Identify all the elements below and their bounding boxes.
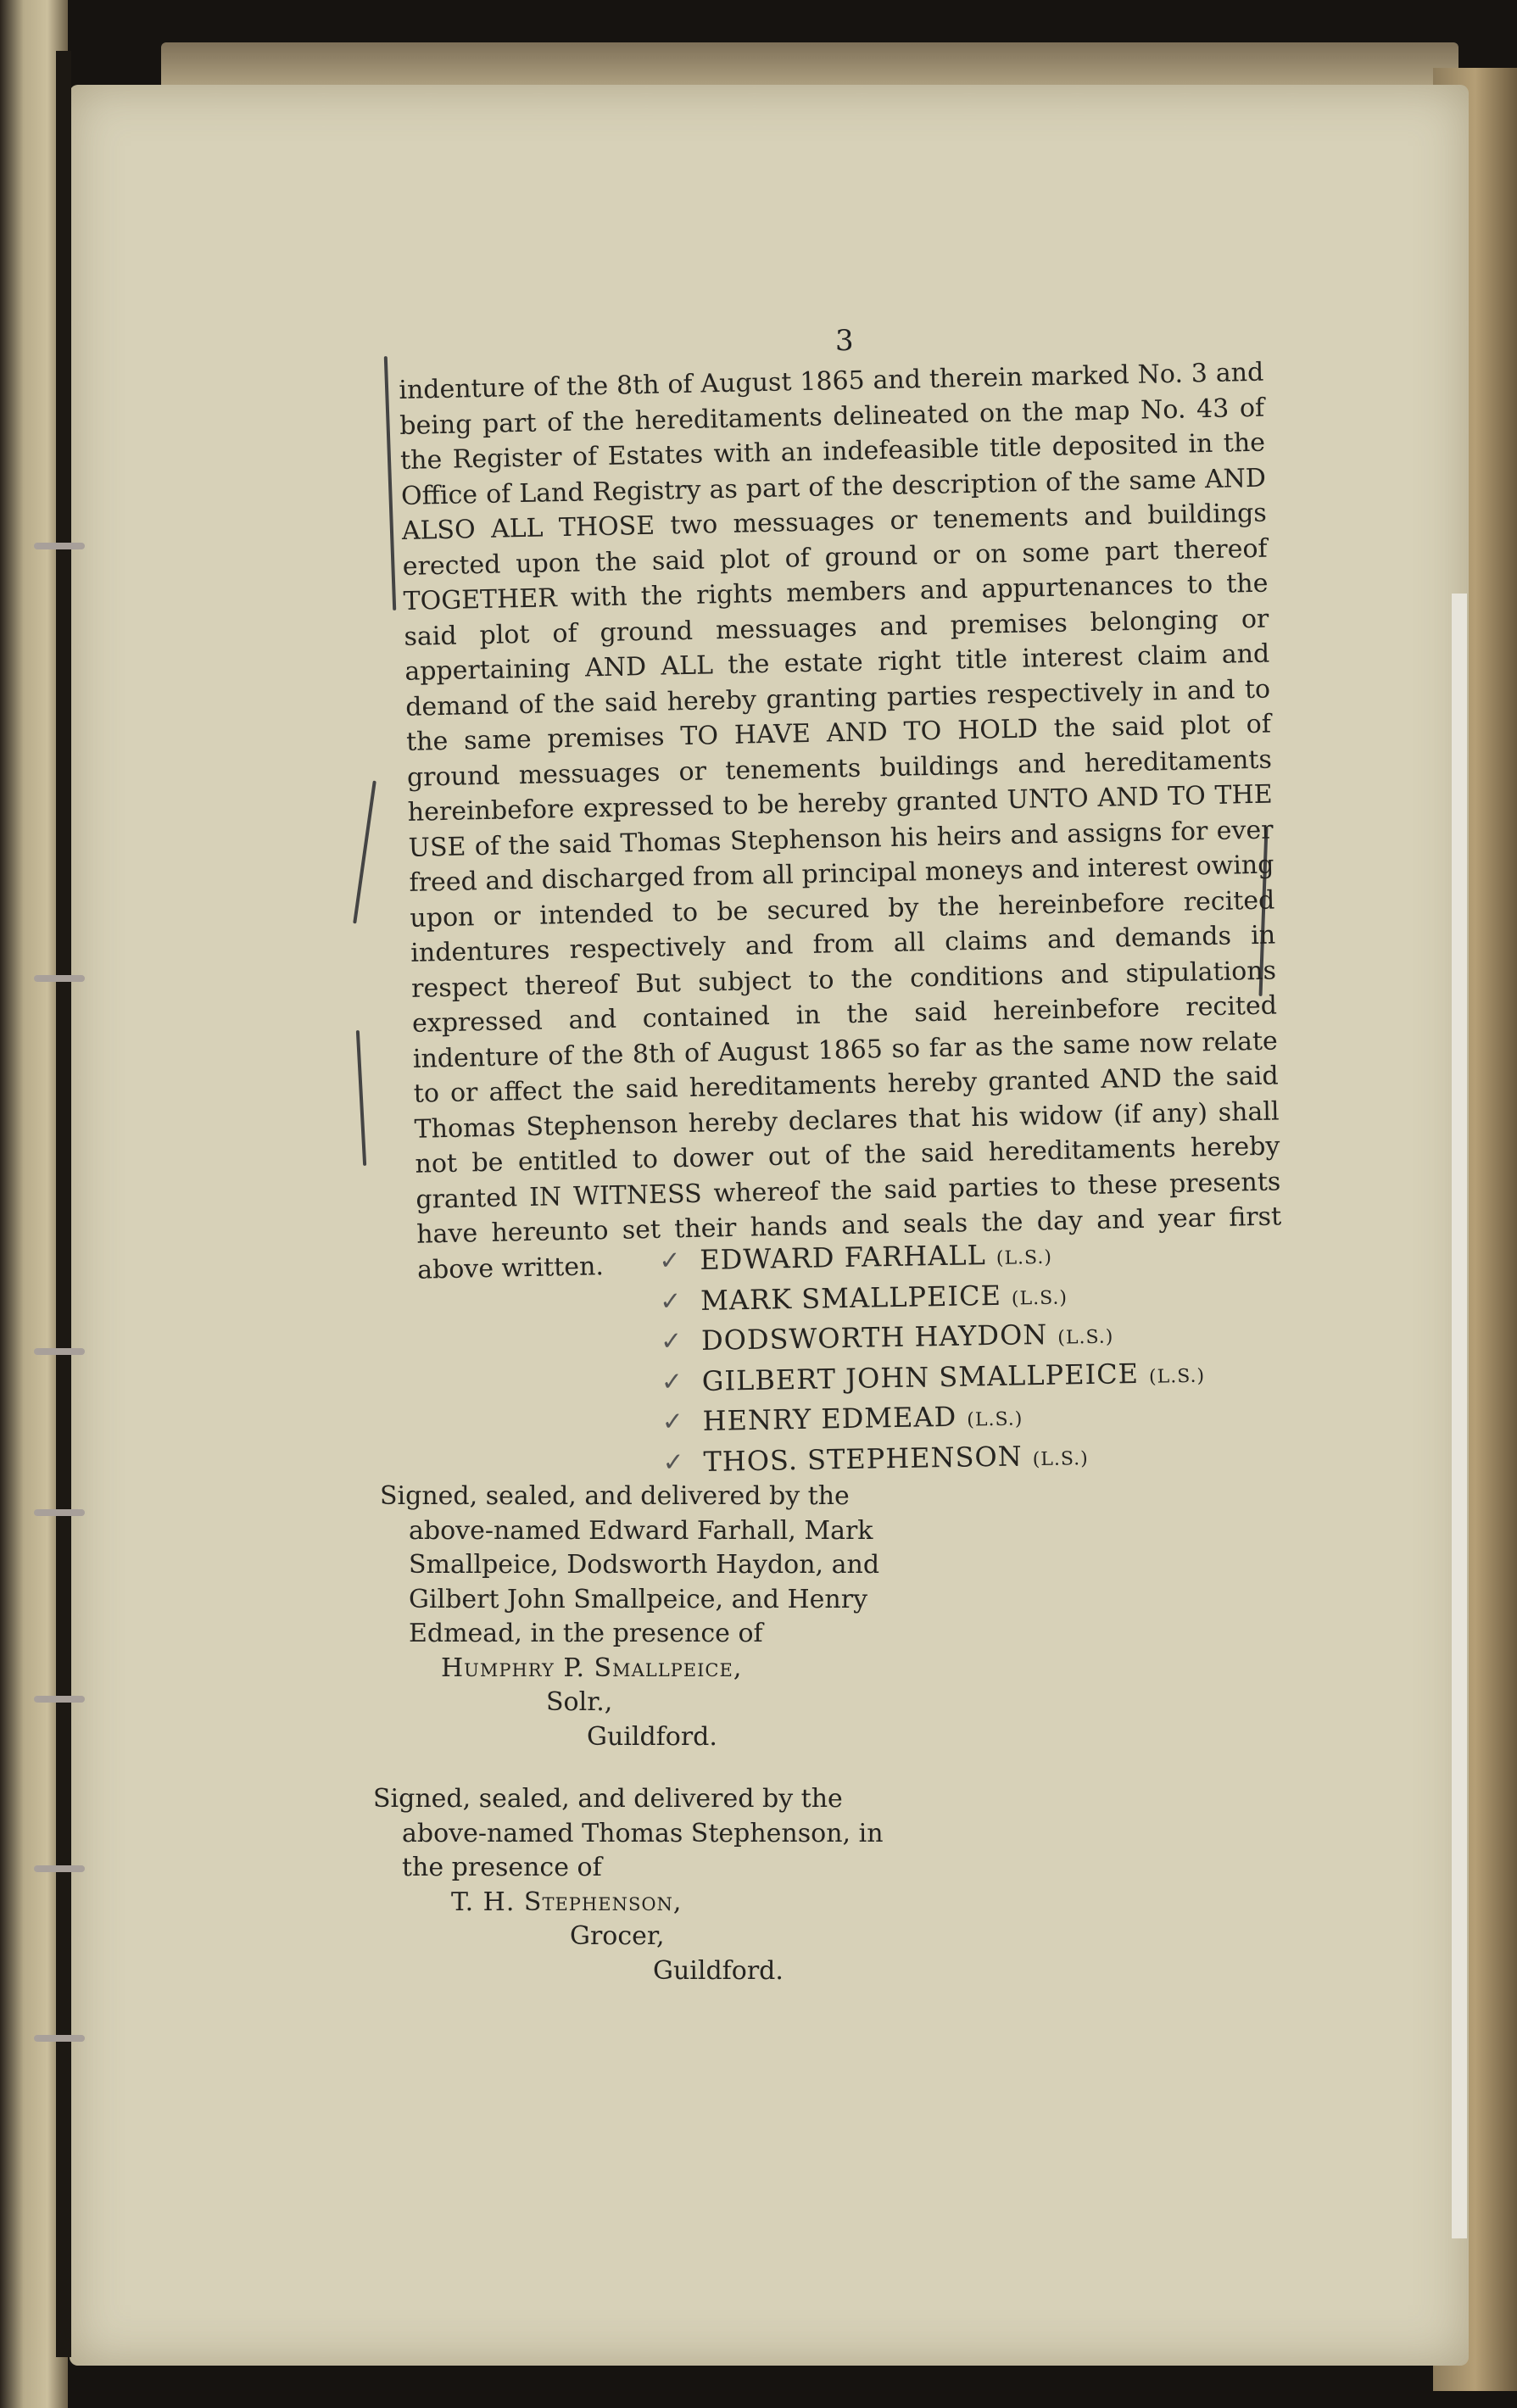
seal-mark: (L.S.) [1032, 1447, 1089, 1470]
seal-mark: (L.S.) [1011, 1286, 1068, 1310]
binding-stitch [34, 543, 85, 549]
witness-title: Solr., [546, 1687, 613, 1717]
page-number: 3 [835, 324, 854, 358]
attestation-line: Edmead, in the presence of [409, 1619, 763, 1648]
page-edge-strip [1452, 594, 1467, 2238]
witness-place: Guildford. [587, 1721, 717, 1752]
binding-stitch [34, 1509, 85, 1516]
seal-mark: (L.S.) [996, 1246, 1053, 1269]
deed-body-text: indenture of the 8th of August 1865 and therein marked No. 3 and being part of the hereditaments delineated on the map No. 43 of the Register of Estates with an indefeasible title deposited in the Office of Land Registry as part of the description of the same AND ALSO ALL THOSE two messuages or tenements and buildings erected upon the said plot of ground or on some part thereof TOGETHER with the rights members and appurtenances to the said plot of ground messuages and premises belonging or appertaining AND ALL the estate right title interest claim and demand of the said hereby granting parties respectively in and to the same premises TO HAVE AND TO HOLD the said plot of ground messuages or tenements buildings and hereditaments hereinbefore expressed to be hereby granted UNTO AND TO THE USE of the said Thomas Stephenson his heirs and assigns for ever freed and discharged from all principal moneys and interest owing upon or intended to be secured by the hereinbefore recited indentures respectively and from all claims and demands in respect thereof But subject to the conditions and stipulations expressed and contained in the said hereinbefore recited indenture of the 8th of August 1865 so far as the same now relate to or affect the said hereditaments hereby granted AND the said Thomas Stephenson hereby declares that his widow (if any) shall not be entitled to dower out of the said hereditaments hereby granted IN WITNESS whereof the said parties to these presents have hereunto set their hands and seals the day and year first above written. [399, 357, 1282, 1285]
binding-stitch [34, 1865, 85, 1872]
attestation-line: the presence of [402, 1853, 602, 1882]
signatory-name: MARK SMALLPEICE [700, 1279, 1002, 1317]
binding-stitch [34, 1348, 85, 1355]
seal-mark: (L.S.) [1148, 1365, 1206, 1388]
check-mark-icon: ✓ [661, 1366, 684, 1397]
attestation-line: Signed, sealed, and delivered by the [380, 1481, 850, 1511]
binding-stitch [34, 975, 85, 982]
binding-spine [56, 51, 71, 2357]
signatory-name: HENRY EDMEAD [702, 1400, 957, 1437]
witness-name: Humphry P. Smallpeice, [441, 1653, 743, 1683]
check-mark-icon: ✓ [659, 1285, 683, 1317]
check-mark-icon: ✓ [659, 1246, 682, 1276]
binding-stitch [34, 1696, 85, 1703]
signature-list [659, 1234, 1207, 1484]
witness-place: Guildford. [653, 1955, 784, 1986]
attestation-clause-2 [373, 1782, 884, 1988]
signatory-name: THOS. STEPHENSON [703, 1439, 1023, 1478]
signatory-name: GILBERT JOHN SMALLPEICE [701, 1357, 1140, 1397]
attestation-line: Gilbert John Smallpeice, and Henry [409, 1584, 868, 1614]
signatory-name: EDWARD FARHALL [700, 1239, 987, 1276]
check-mark-icon: ✓ [660, 1326, 683, 1357]
binding-stitch [34, 2035, 85, 2042]
attestation-line: above-named Edward Farhall, Mark [409, 1515, 873, 1546]
witness-title: Grocer, [570, 1921, 665, 1951]
seal-mark: (L.S.) [967, 1408, 1023, 1431]
attestation-line: Smallpeice, Dodsworth Haydon, and [409, 1550, 880, 1580]
attestation-clause-1 [380, 1480, 879, 1754]
witness-name: T. H. Stephenson, [451, 1887, 683, 1917]
seal-mark: (L.S.) [1057, 1326, 1114, 1349]
check-mark-icon: ✓ [662, 1446, 685, 1478]
attestation-line: above-named Thomas Stephenson, in [402, 1818, 884, 1848]
signatory-name: DODSWORTH HAYDON [700, 1318, 1048, 1357]
check-mark-icon: ✓ [661, 1407, 685, 1437]
attestation-line: Signed, sealed, and delivered by the [373, 1784, 843, 1814]
